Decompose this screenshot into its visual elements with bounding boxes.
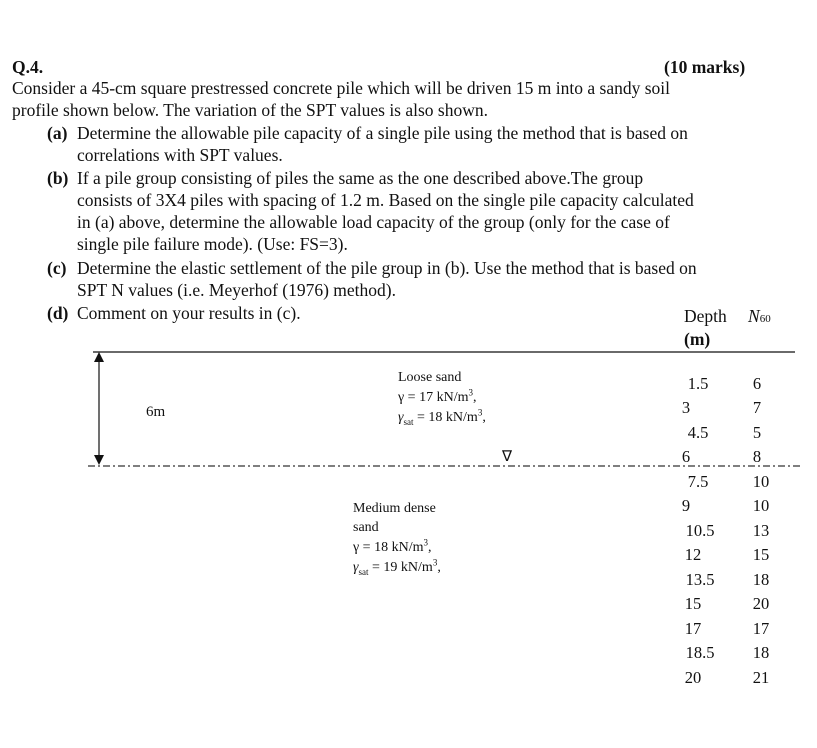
n60-cell: 21 <box>752 668 770 687</box>
depth-cell: 1.5 <box>687 374 709 393</box>
depth-cell: 6 <box>681 447 691 466</box>
depth-header: Depth <box>684 306 727 326</box>
n60-cell: 18 <box>752 643 770 662</box>
depth-cell: 3 <box>681 398 691 417</box>
depth-cell: 20 <box>684 668 702 687</box>
n60-cell: 7 <box>752 398 762 417</box>
depth-cell: 18.5 <box>685 643 715 662</box>
intro-line-1: Consider a 45-cm square prestressed concrete pile which will be driven 15 m into a sandy soil <box>12 78 671 98</box>
part-b-line-2: consists of 3X4 piles with spacing of 1.2 m. Based on the single pile capacity calculated <box>77 190 694 210</box>
layer1-gamma-sat: $\gamma_{sat} = 18$ $kN/m^3$, <box>398 407 486 427</box>
part-c-line-1: Determine the elastic settlement of the pile group in (b). Use the method that is based on <box>77 258 697 278</box>
question-number: Q.4. <box>12 57 44 77</box>
depth-6m-label: 6m <box>146 404 166 420</box>
n60-cell: 8 <box>752 447 762 466</box>
layer2-name-line-2: sand <box>353 520 379 535</box>
layer2-gamma: γ = 18 $kN/m^3$, <box>353 537 432 555</box>
part-c-line-2: SPT N values (i.e. Meyerhof (1976) method). <box>77 280 396 300</box>
layer2-gamma-sat: $\gamma_{sat} = 19$ $kN/m^3$, <box>353 557 441 577</box>
depth-cell: 7.5 <box>687 472 709 491</box>
marks-label: (10 marks) <box>664 57 746 77</box>
depth-cell: 10.5 <box>685 521 715 540</box>
depth-cell: 15 <box>684 594 702 613</box>
n60-cell: 10 <box>752 472 770 491</box>
depth-cell: 12 <box>684 545 702 564</box>
dimension-arrow-top <box>94 352 104 362</box>
layer1-gamma: γ = 17 $kN/m^3$, <box>398 387 477 405</box>
depth-cell: 13.5 <box>685 570 715 589</box>
n60-cell: 13 <box>752 521 770 540</box>
water-table-icon: ∇ <box>502 447 513 465</box>
part-c-label: (c) <box>47 258 67 278</box>
part-a-line-1: Determine the allowable pile capacity of a single pile using the method that is based on <box>77 123 688 143</box>
n60-cell: 18 <box>752 570 770 589</box>
n60-cell: 10 <box>752 496 770 515</box>
part-a-line-2: correlations with SPT values. <box>77 145 283 165</box>
n60-cell: 17 <box>752 619 770 638</box>
n60-cell: 6 <box>752 374 762 393</box>
part-d-label: (d) <box>47 303 69 323</box>
part-a-label: (a) <box>47 123 68 143</box>
part-b-line-1: If a pile group consisting of piles the same as the one described above.The group <box>77 168 644 188</box>
n60-cell: 20 <box>752 594 770 613</box>
part-b-label: (b) <box>47 168 69 188</box>
layer2-name-line-1: Medium dense <box>353 501 436 516</box>
layer1-name: Loose sand <box>398 370 462 385</box>
intro-line-2: profile shown below. The variation of the SPT values is also shown. <box>12 100 489 120</box>
depth-cell: 17 <box>684 619 702 638</box>
n60-header: N60 <box>748 306 771 326</box>
depth-unit-header: (m) <box>684 329 711 349</box>
n60-cell: 15 <box>752 545 770 564</box>
part-b-line-3: in (a) above, determine the allowable load capacity of the group (only for the case of <box>77 212 670 232</box>
n60-cell: 5 <box>752 423 762 442</box>
part-b-line-4: single pile failure mode). (Use: FS=3). <box>77 234 348 254</box>
part-d-line-1: Comment on your results in (c). <box>77 303 301 323</box>
depth-cell: 9 <box>681 496 691 515</box>
depth-cell: 4.5 <box>687 423 709 442</box>
dimension-arrow-bottom <box>94 455 104 465</box>
